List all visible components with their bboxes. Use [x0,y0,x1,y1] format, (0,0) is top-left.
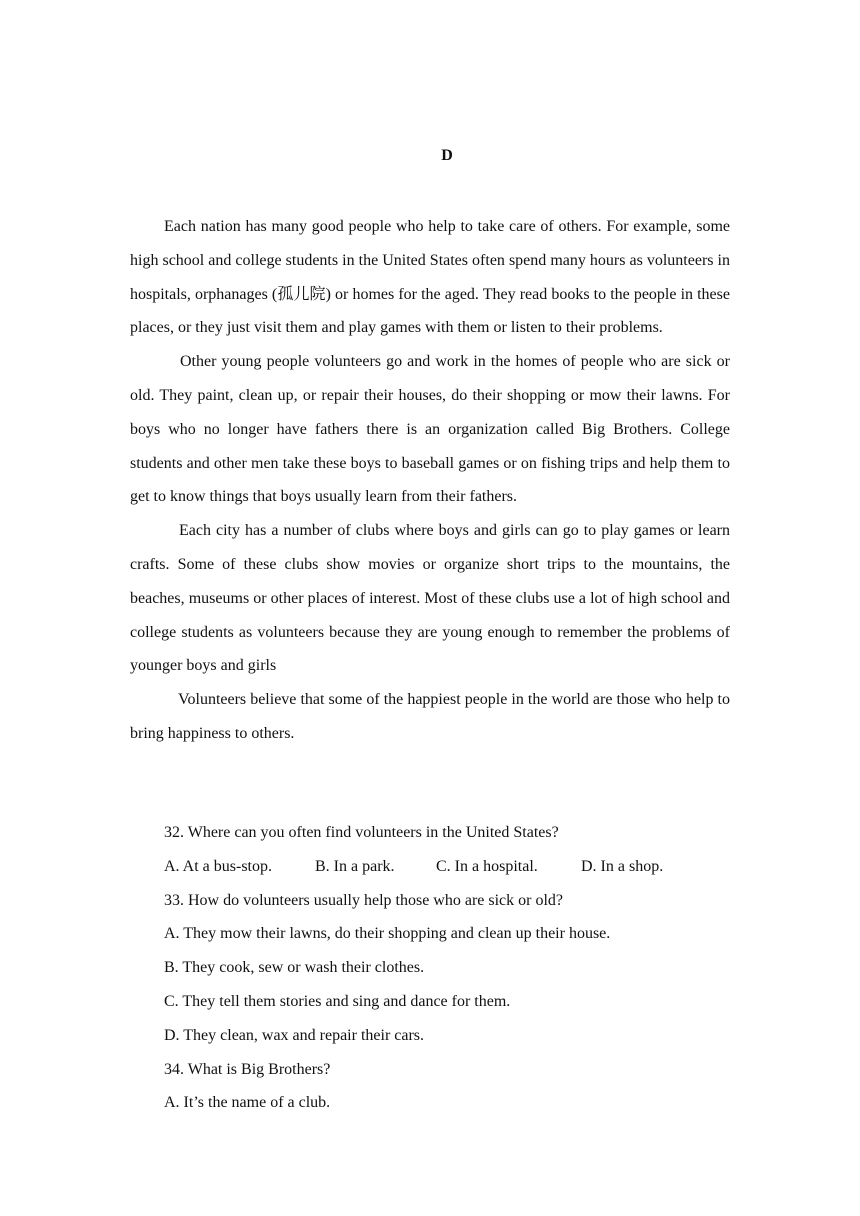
question-list [164,816,730,1120]
question-34-stem: 34. What is Big Brothers? [164,1060,331,1078]
question-34-option-a: A. It’s the name of a club. [164,1094,331,1112]
reading-passage [130,210,730,751]
section-title: D [441,147,453,164]
question-33-stem: 33. How do volunteers usually help those who are sick or old? [164,891,564,909]
question-33-option-d: D. They clean, wax and repair their cars. [164,1026,425,1044]
question-32-option-a: A. At a bus-stop. [164,857,272,875]
passage-paragraph-4: Volunteers believe that some of the happiest people in the world are those who help to bring happiness to others. [130,691,730,742]
question-32-stem: 32. Where can you often find volunteers in the United States? [164,824,559,841]
question-33-option-a: A. They mow their lawns, do their shopping and clean up their house. [164,925,611,943]
question-33-option-c: C. They tell them stories and sing and dance for them. [164,992,511,1010]
question-33-option-b: B. They cook, sew or wash their clothes. [164,959,425,977]
question-32-option-b: B. In a park. [315,857,395,875]
question-32-option-d: D. In a shop. [581,857,664,875]
passage-paragraph-3: Each city has a number of clubs where boys and girls can go to play games or learn crafts. Some of these clubs show movies or organize short trips to the mountains, the beaches, museums or other places of interest. Most of these clubs use a lot of high school and college students as volunteers because they are young enough to remember the problems of younger boys and girls [130,522,730,675]
passage-paragraph-2: Other young people volunteers go and work in the homes of people who are sick or old. They paint, clean up, or repair their houses, do their shopping or mow their lawns. For boys who no longer have fathers there is an organization called Big Brothers. College students and other men take these boys to baseball games or on fishing trips and help them to get to know things that boys usually learn from their fathers. [130,353,730,506]
question-32-options [164,850,730,884]
question-32-option-c: C. In a hospital. [436,857,538,875]
passage-paragraph-1: Each nation has many good people who help to take care of others. For example, some high school and college students in the United States often spend many hours as volunteers in hospitals, orphanages (孤儿院) or homes for the aged. They read books to the people in these places, or they just visit them and play games with them or listen to their problems. [130,218,730,337]
